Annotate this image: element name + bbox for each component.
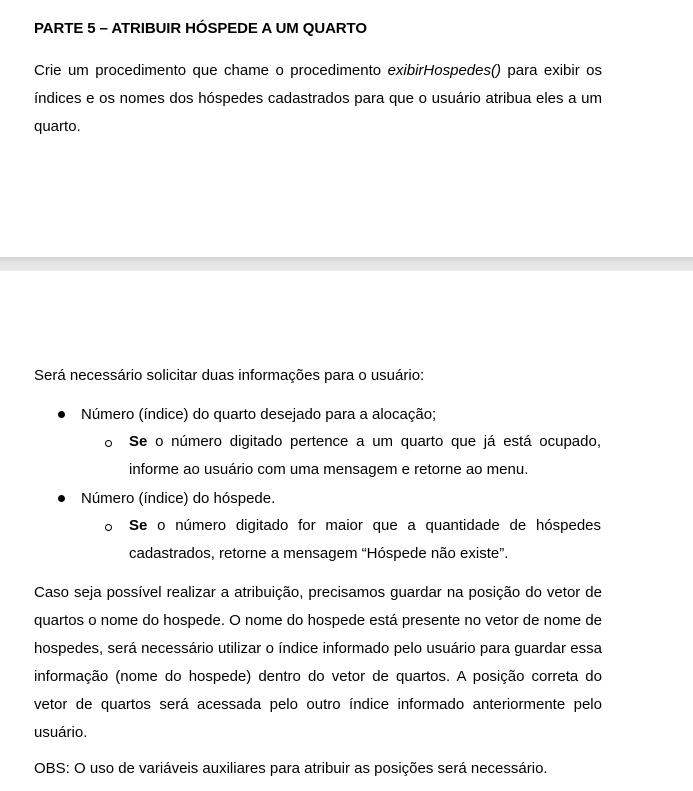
sub-bullet-icon bbox=[105, 524, 112, 531]
sub-item-keyword: Se bbox=[129, 517, 148, 534]
list-item-room-index: Número (índice) do quarto desejado para a alocação; bbox=[81, 406, 437, 423]
section-heading: PARTE 5 – ATRIBUIR HÓSPEDE A UM QUARTO bbox=[34, 20, 367, 37]
sub-item-room-occupied bbox=[129, 428, 601, 484]
obs-note: OBS: O uso de variáveis auxiliares para atribuir as posições será necessário. bbox=[34, 760, 548, 777]
function-name: exibirHospedes() bbox=[387, 62, 501, 79]
bullet-icon bbox=[58, 495, 65, 502]
sub-bullet-icon bbox=[105, 440, 112, 447]
intro-paragraph bbox=[34, 57, 602, 141]
sub-item-guest-missing bbox=[129, 512, 601, 568]
page-gap bbox=[0, 257, 693, 271]
bullet-icon bbox=[58, 411, 65, 418]
sub-item-text: o número digitado for maior que a quantidade de hóspedes cadastrados, retorne a mensagem “Hóspede não existe”. bbox=[129, 517, 601, 562]
sub-item-text: o número digitado pertence a um quarto que já está ocupado, informe ao usuário com uma mensagem e retorne ao menu. bbox=[129, 433, 601, 478]
assignment-paragraph: Caso seja possível realizar a atribuição, precisamos guardar na posição do vetor de quartos o nome do hospede. O nome do hospede está presente no vetor de nome de hospedes, será necessário utilizar o índice informado pelo usuário para guardar essa informação (nome do hospede) dentro do vetor de quartos. A posição correta do vetor de quartos será acessada pelo outro índice informado anteriormente pelo usuário. bbox=[34, 584, 602, 741]
intro-text-after: para exibir os índices e os nomes dos hóspedes cadastrados para que o usuário atribua eles a um quarto. bbox=[34, 62, 602, 135]
sub-item-keyword: Se bbox=[129, 433, 148, 450]
intro-text-before: Crie um procedimento que chame o procedimento bbox=[34, 62, 388, 79]
request-intro: Será necessário solicitar duas informações para o usuário: bbox=[34, 367, 425, 384]
list-item-guest-index: Número (índice) do hóspede. bbox=[81, 490, 276, 507]
